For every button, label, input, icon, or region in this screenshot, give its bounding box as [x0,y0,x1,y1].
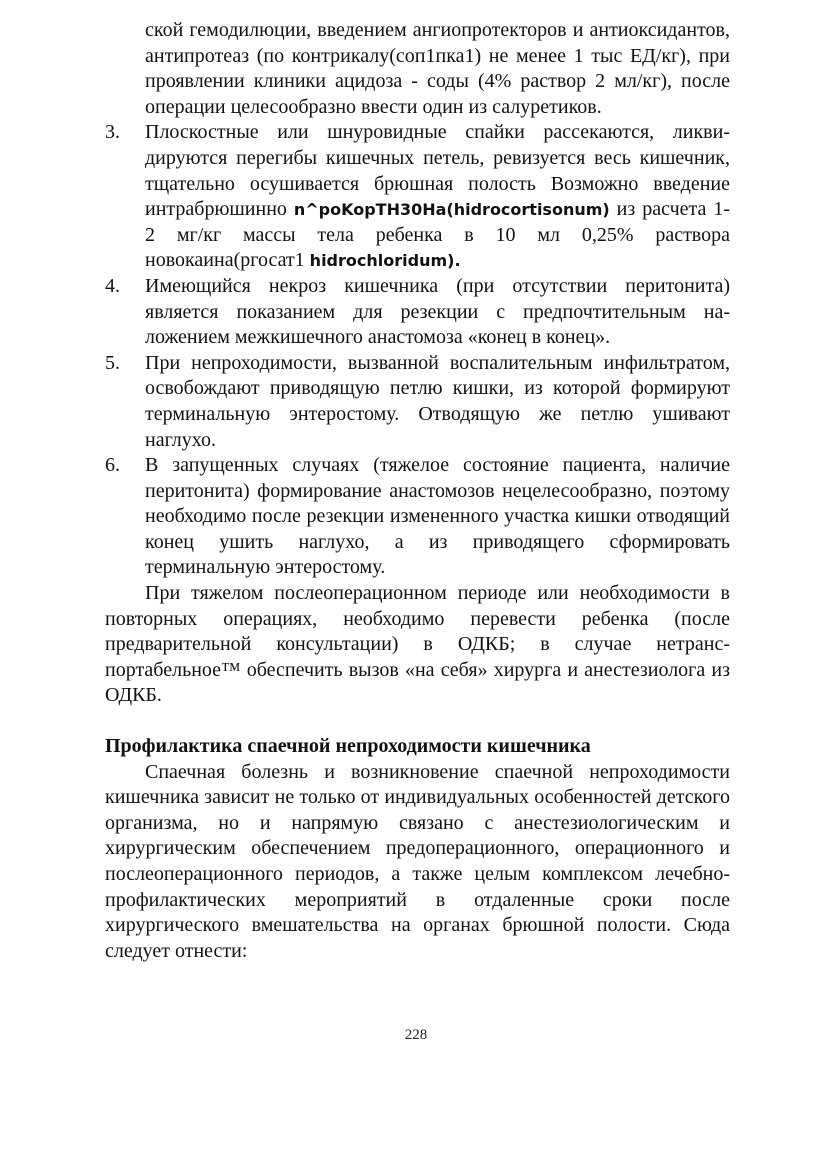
list-item-number: 5. [105,351,120,374]
latin-term-procaine: hidrochloridum). [309,251,461,271]
list-item-text [145,120,730,274]
list-item-text-part: Плоскостные или шнуровидные спайки рассекаются, ликвидируются перегибы кишечных петель, ревизуется весь кишечник, тщательно осушивается брюшная полость Возможно введение интрабрюшинно [145,121,730,221]
list-item-text: При непроходимости, вызванной воспалительным инфильтратом, освобождают приводящую петлю кишки, из которой формируют терминальную энтеростому. Отводящую же петлю ушивают наглухо. [145,351,730,451]
list-continuation: ской гемодилюции, введением ангиопротекторов и антиоксидантов, антипротеаз (по контрикалу(соп1пка1) не менее 1 тыс ЕД/кг), при проявлении клиники ацидоза - соды (4% раствор 2 мл/кг), после операции целесообразно ввести один из салуретиков. [145,19,730,118]
latin-term-hydrocortisone: n^poKopTH30Ha(hidrocortisonum) [293,200,610,220]
list-item-text: В запущенных случаях (тяжелое состояние пациента, наличие перитонита) формирование анастомозов нецелесообразно, поэтому необходимо после резекции измененного участка кишки отводящий конец ушить наглухо, а из приводящего сформировать терминальную энтеростому. [145,454,730,579]
list-item-4 [105,274,730,351]
list-item-5 [105,351,730,453]
section-spacer [105,709,730,734]
list-item-text: Имеющийся некроз кишечника (при отсутствии перитонита) является показанием для резекции с предпочтительным наложением межкишечного анастомоза «конец в конец». [145,274,730,349]
list-item-number: 6. [105,454,120,477]
paragraph-postoperative: При тяжелом послеоперационном периоде или необходимости в повторных операциях, необходимо перевести ребенка (после предварительной консультации) в ОДКБ; в случае нетранспортабельное™ обеспечить вызов «на себя» хирурга и анестезиолога из ОДКБ. [105,582,730,707]
list-item-number: 3. [105,121,120,144]
section-heading: Профилактика спаечной непроходимости кишечника [105,735,591,758]
list-item-number: 4. [105,274,120,297]
list-item-6 [105,453,730,581]
list-item-3 [105,120,730,274]
list-item-text-part: из расчета 1-2 мг/кг массы тела ребенка в 10 мл 0,25% раствора новокаина(ргосат1 [145,198,730,272]
document-page [105,18,730,964]
paragraph-prevention: Спаечная болезнь и возникновение спаечной непроходимости кишечника зависит не только от индивидуальных особенностей детского организма, но и напрямую связано с анестезиологическим и хирургическим обеспечением предоперационного, операционного и послеоперационного периодов, а также целым комплексом лечебно-профилактических мероприятий в отдаленные сроки после хирургического вмешательства на органах брюшной полости. Сюда следует отнести: [105,760,730,962]
page-number: 228 [404,1027,428,1043]
